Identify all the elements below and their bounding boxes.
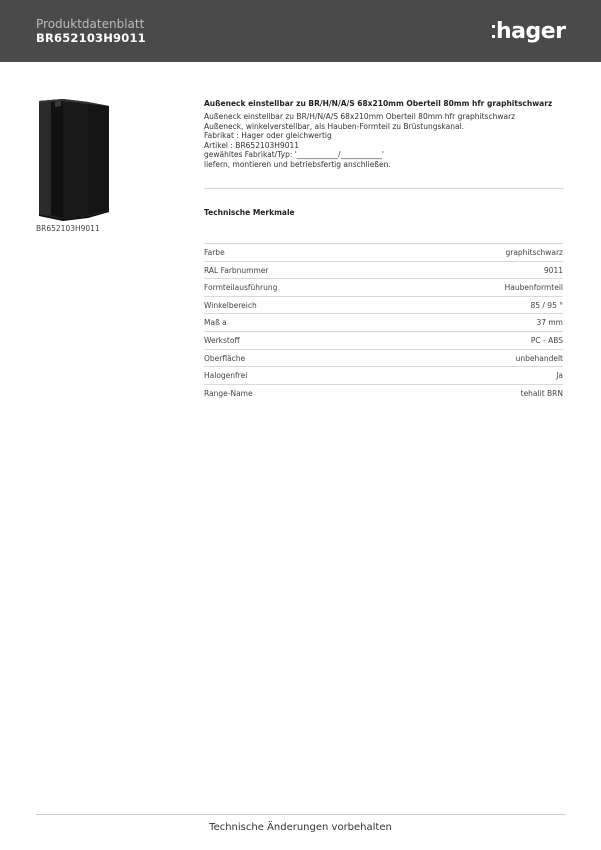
spec-row — [204, 261, 563, 279]
specs-heading: Technische Merkmale — [204, 208, 295, 217]
logo-text: hager — [496, 19, 566, 44]
description-line: gewähltes Fabrikat/Typ: '___________/___________' — [204, 150, 384, 160]
description-line: Außeneck einstellbar zu BR/H/N/A/S 68x210mm Oberteil 80mm hfr graphitschwarz — [204, 112, 516, 121]
section-divider — [204, 188, 564, 189]
spec-value: 37 mm — [536, 318, 563, 328]
spec-value: Ja — [556, 371, 563, 381]
spec-value: PC - ABS — [530, 335, 563, 345]
header-bar — [0, 0, 601, 62]
spec-label: Formteilausführung — [204, 283, 278, 293]
logo-colon-mark — [492, 25, 495, 38]
spec-value: Haubenformteil — [504, 283, 563, 293]
product-title: Außeneck einstellbar zu BR/H/N/A/S 68x210mm Oberteil 80mm hfr graphitschwarz — [204, 99, 553, 108]
spec-label: Halogenfrei — [204, 371, 248, 381]
product-image-caption: BR652103H9011 — [36, 224, 100, 233]
spec-value: graphitschwarz — [505, 248, 563, 257]
spec-row — [204, 366, 563, 384]
spec-label: Werkstoff — [204, 335, 240, 345]
footer-notice: Technische Änderungen vorbehalten — [209, 822, 392, 833]
spec-label: Winkelbereich — [204, 300, 257, 310]
description-line: Fabrikat : Hager oder gleichwertig — [204, 131, 332, 141]
spec-row — [204, 296, 563, 314]
spec-label: Range-Name — [204, 388, 253, 398]
product-code-heading: BR652103H9011 — [36, 31, 146, 45]
product-image — [33, 96, 113, 221]
description-line: Artikel : BR652103H9011 — [204, 140, 300, 150]
spec-label: Farbe — [204, 248, 225, 257]
hager-logo — [492, 17, 566, 43]
document-type-label: Produktdatenblatt — [36, 17, 145, 31]
spec-row — [204, 331, 563, 349]
description-line: Außeneck, winkelverstellbar, als Hauben-Formteil zu Brüstungskanal. — [204, 121, 465, 131]
product-description — [204, 112, 515, 170]
specs-table — [204, 243, 563, 401]
spec-value: unbehandelt — [515, 353, 563, 363]
spec-value: 85 / 95 ° — [530, 300, 563, 310]
spec-row — [204, 243, 563, 261]
description-line: liefern, montieren und betriebsfertig anschließen. — [204, 159, 391, 169]
spec-label: Maß a — [204, 318, 227, 328]
spec-label: RAL Farbnummer — [204, 265, 269, 275]
spec-row — [204, 349, 563, 367]
spec-value: 9011 — [543, 265, 563, 275]
footer-divider — [36, 814, 566, 815]
spec-row — [204, 313, 563, 331]
spec-label: Oberfläche — [204, 353, 246, 363]
spec-value: tehalit BRN — [520, 388, 563, 398]
spec-row — [204, 384, 563, 402]
spec-row — [204, 278, 563, 296]
